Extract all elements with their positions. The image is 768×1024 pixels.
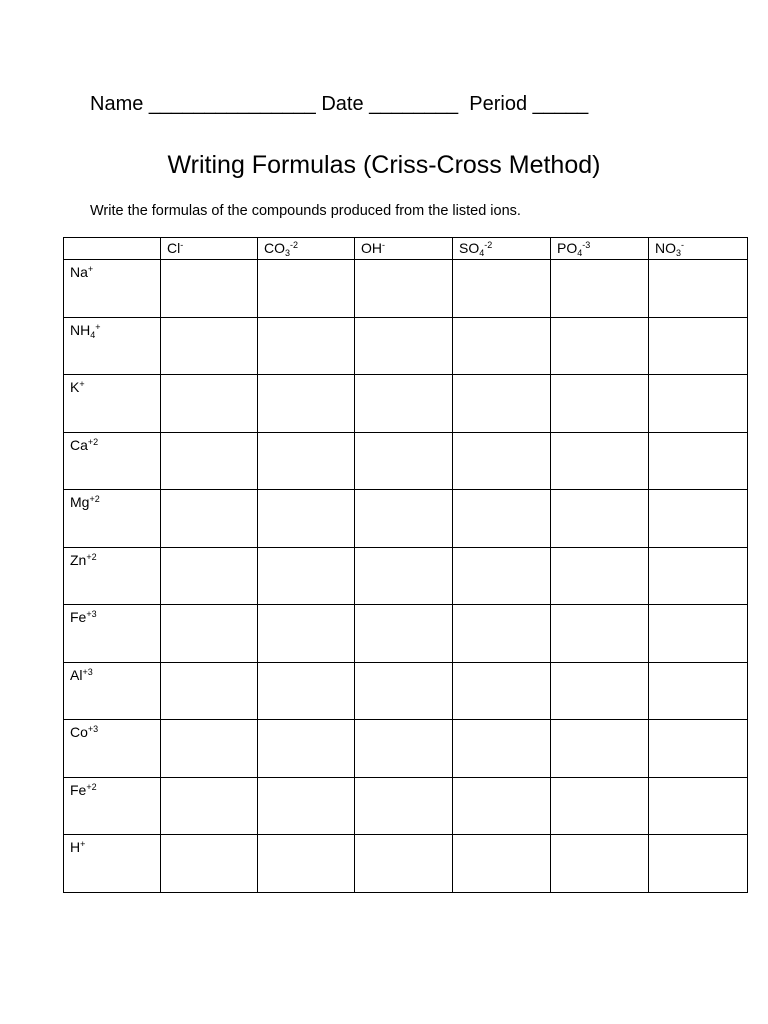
answer-cell[interactable] — [355, 375, 453, 433]
cation-base: Co — [70, 724, 88, 740]
answer-cell[interactable] — [551, 835, 649, 893]
cation-row — [64, 720, 748, 778]
cation-charge: +2 — [89, 494, 100, 504]
answer-cell[interactable] — [453, 375, 551, 433]
cation-row — [64, 777, 748, 835]
answer-cell[interactable] — [355, 260, 453, 318]
anion-header — [258, 238, 355, 260]
answer-cell[interactable] — [161, 605, 258, 663]
answer-cell[interactable] — [161, 777, 258, 835]
anion-base: NO — [655, 240, 676, 256]
date-field[interactable]: Date ________ — [321, 93, 459, 115]
cation-charge: +3 — [82, 666, 93, 677]
anion-header — [453, 238, 551, 260]
answer-cell[interactable] — [649, 490, 748, 548]
answer-cell[interactable] — [161, 547, 258, 605]
cation-base: Al — [70, 666, 83, 683]
cation-charge: +2 — [86, 781, 97, 792]
answer-cell[interactable] — [551, 662, 649, 720]
cation-base: Fe — [70, 609, 87, 625]
answer-cell[interactable] — [258, 317, 355, 375]
cation-charge: + — [87, 264, 94, 274]
answer-cell[interactable] — [649, 720, 748, 778]
answer-cell[interactable] — [453, 662, 551, 720]
anion-header — [649, 238, 748, 260]
answer-cell[interactable] — [649, 432, 748, 490]
anion-charge: - — [681, 240, 685, 250]
answer-cell[interactable] — [258, 547, 355, 605]
cation-label-cell — [64, 432, 161, 490]
cation-label-cell — [64, 720, 161, 778]
answer-cell[interactable] — [453, 260, 551, 318]
answer-cell[interactable] — [161, 835, 258, 893]
answer-cell[interactable] — [355, 662, 453, 720]
anion-header — [355, 238, 453, 260]
anion-subscript: 3 — [676, 248, 682, 258]
anion-base: PO — [557, 240, 578, 256]
anion-base: Cl — [167, 240, 181, 256]
answer-cell[interactable] — [649, 547, 748, 605]
cation-charge: +3 — [86, 609, 97, 619]
formula-table — [63, 237, 748, 893]
answer-cell[interactable] — [551, 317, 649, 375]
anion-subscript: 4 — [479, 248, 485, 258]
answer-cell[interactable] — [551, 432, 649, 490]
answer-cell[interactable] — [551, 777, 649, 835]
cation-row — [64, 490, 748, 548]
cation-label-cell — [64, 605, 161, 663]
answer-cell[interactable] — [551, 605, 649, 663]
answer-cell[interactable] — [355, 605, 453, 663]
cation-row — [64, 317, 748, 375]
anion-charge: -2 — [484, 240, 493, 250]
cation-row — [64, 375, 748, 433]
answer-cell[interactable] — [258, 490, 355, 548]
answer-cell[interactable] — [258, 605, 355, 663]
cation-charge: + — [80, 839, 86, 849]
answer-cell[interactable] — [161, 260, 258, 318]
anion-header — [161, 238, 258, 260]
cation-base: K — [70, 379, 80, 395]
period-field[interactable]: Period _____ — [469, 93, 589, 115]
answer-cell[interactable] — [355, 720, 453, 778]
answer-cell[interactable] — [161, 720, 258, 778]
cation-label-cell — [64, 490, 161, 548]
answer-cell[interactable] — [453, 490, 551, 548]
answer-cell[interactable] — [161, 375, 258, 433]
student-info-line — [90, 92, 588, 116]
answer-cell[interactable] — [649, 605, 748, 663]
cation-charge: +2 — [87, 436, 99, 447]
answer-cell[interactable] — [649, 317, 748, 375]
answer-cell[interactable] — [453, 317, 551, 375]
answer-cell[interactable] — [551, 260, 649, 318]
cation-subscript: 4 — [90, 329, 96, 340]
cation-base: Fe — [70, 781, 87, 798]
anion-base: OH — [361, 240, 382, 256]
answer-cell[interactable] — [258, 662, 355, 720]
name-field[interactable]: Name _______________ — [90, 93, 316, 115]
cation-label-cell — [64, 547, 161, 605]
cation-label-cell — [64, 777, 161, 835]
answer-cell[interactable] — [355, 490, 453, 548]
answer-cell[interactable] — [355, 317, 453, 375]
answer-cell[interactable] — [161, 662, 258, 720]
cation-row — [64, 662, 748, 720]
anion-charge: -3 — [582, 240, 591, 250]
cation-label-cell — [64, 317, 161, 375]
cation-label-cell — [64, 375, 161, 433]
anion-subscript: 4 — [577, 248, 583, 258]
answer-cell[interactable] — [551, 547, 649, 605]
answer-cell[interactable] — [649, 375, 748, 433]
answer-cell[interactable] — [355, 547, 453, 605]
answer-cell[interactable] — [453, 605, 551, 663]
answer-cell[interactable] — [258, 720, 355, 778]
cation-base: Mg — [70, 494, 90, 510]
answer-cell[interactable] — [453, 432, 551, 490]
answer-cell[interactable] — [258, 260, 355, 318]
corner-cell — [64, 238, 161, 260]
cation-label-cell — [64, 835, 161, 893]
cation-charge: +3 — [87, 724, 99, 734]
answer-cell[interactable] — [258, 777, 355, 835]
anion-charge: - — [180, 240, 184, 250]
anion-base: CO — [264, 240, 285, 256]
answer-cell[interactable] — [649, 835, 748, 893]
anion-base: SO — [459, 240, 480, 256]
cation-charge: + — [95, 321, 101, 332]
answer-cell[interactable] — [161, 490, 258, 548]
instructions-text: Write the formulas of the compounds produced from the listed ions. — [90, 203, 521, 219]
answer-cell[interactable] — [355, 777, 453, 835]
answer-cell[interactable] — [453, 835, 551, 893]
anion-subscript: 3 — [285, 248, 291, 258]
cation-base: NH — [70, 321, 91, 338]
cation-charge: +2 — [86, 551, 97, 562]
answer-cell[interactable] — [551, 375, 649, 433]
answer-cell[interactable] — [649, 777, 748, 835]
cation-base: Ca — [70, 436, 88, 453]
answer-cell[interactable] — [161, 432, 258, 490]
answer-cell[interactable] — [355, 835, 453, 893]
cation-row — [64, 260, 748, 318]
anion-header-row — [64, 238, 748, 260]
answer-cell[interactable] — [355, 432, 453, 490]
cation-row — [64, 605, 748, 663]
cation-label-cell — [64, 260, 161, 318]
worksheet-title: Writing Formulas (Criss-Cross Method) — [167, 151, 601, 179]
answer-cell[interactable] — [258, 375, 355, 433]
cation-base: Na — [70, 264, 88, 280]
cation-base: Zn — [70, 551, 87, 568]
cation-charge: + — [79, 379, 85, 389]
anion-header — [551, 238, 649, 260]
cation-row — [64, 432, 748, 490]
answer-cell[interactable] — [453, 777, 551, 835]
answer-cell[interactable] — [258, 432, 355, 490]
cation-base: H — [70, 839, 81, 855]
answer-cell[interactable] — [649, 662, 748, 720]
answer-cell[interactable] — [453, 720, 551, 778]
cation-row — [64, 835, 748, 893]
answer-cell[interactable] — [258, 835, 355, 893]
answer-cell[interactable] — [551, 720, 649, 778]
cation-row — [64, 547, 748, 605]
answer-cell[interactable] — [551, 490, 649, 548]
answer-cell[interactable] — [649, 260, 748, 318]
anion-charge: - — [382, 240, 385, 250]
answer-cell[interactable] — [161, 317, 258, 375]
anion-charge: -2 — [290, 240, 299, 250]
cation-label-cell — [64, 662, 161, 720]
answer-cell[interactable] — [453, 547, 551, 605]
